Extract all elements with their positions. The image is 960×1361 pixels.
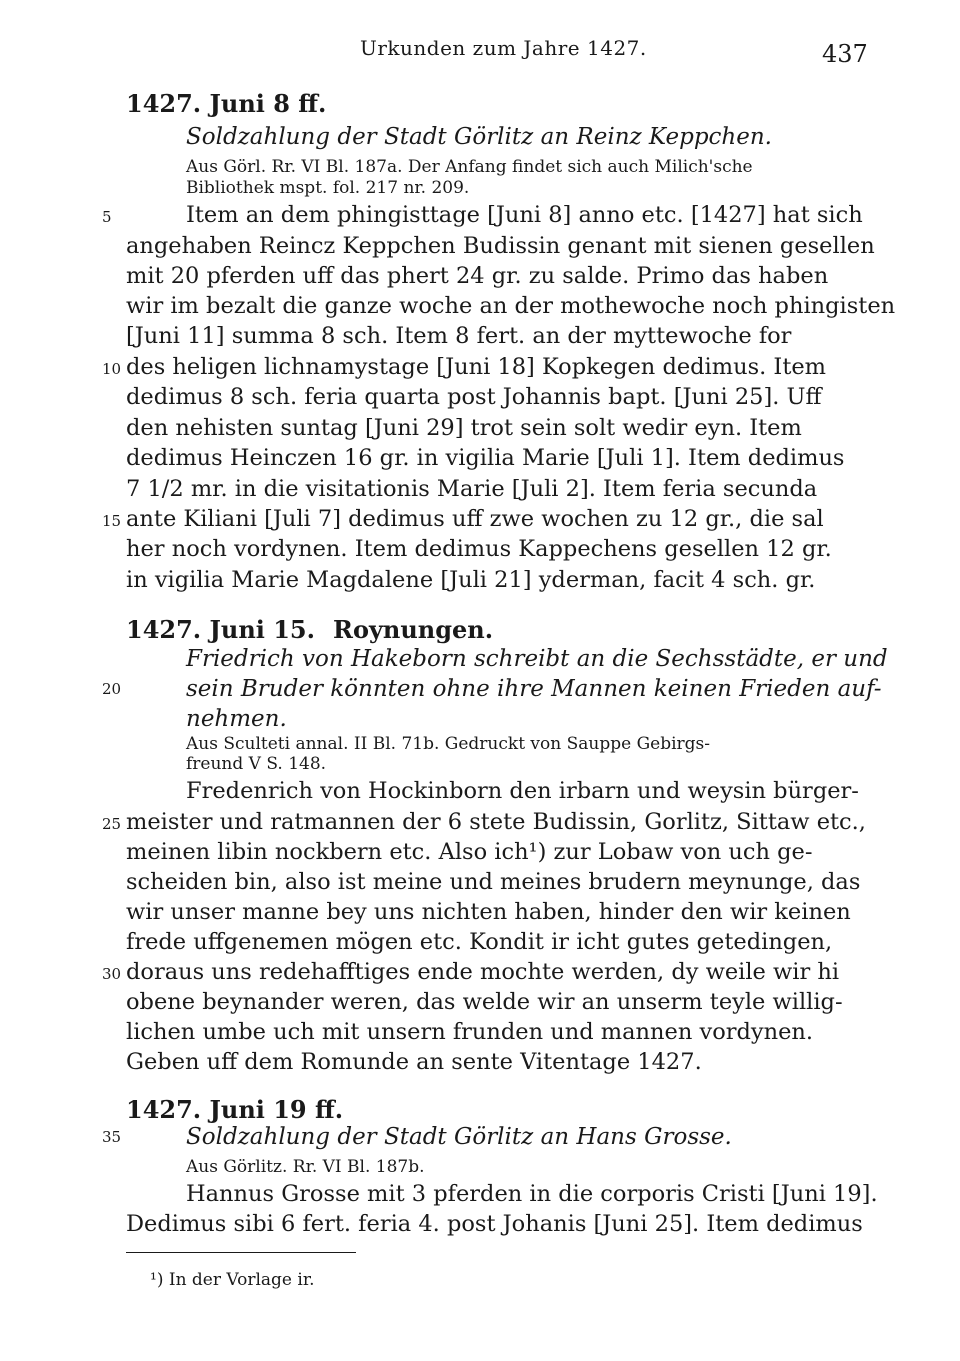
entry-date: 1427. Juni 15.: [126, 615, 315, 644]
page-number: 437: [822, 40, 868, 68]
entry-place: Roynungen.: [333, 615, 494, 644]
footnote-rule: [126, 1252, 356, 1253]
document-page: Urkunden zum Jahre 1427. 437 1427. Juni 8 ff. Soldzahlung der Stadt Görlitz an Reinz Keppchen. Aus Görl. Rr. VI Bl. 187a. Der Anfang findet sich auch Milich'sche Bibliothek mspt. fol. 217 nr. 209. 5 Item an dem phingisttage [Juni 8] anno etc. [1427] hat sich angehaben Reincz Keppchen Budissin genant mit sienen gesellen mit 20 pferden uff das phert 24 gr. zu salde. Primo das haben wir im bezalt die ganze woche an der mothewoche noch phingisten [Juni 11] summa 8 sch. Item 8 fert. an der myttewoche for 10 des heligen lichnamystage [Juni 18] Kopkegen dedimus. Item dedimus 8 sch. feria quarta post Johannis bapt. [Juni 25]. Uff den nehisten suntag [Juni 29] trot sein solt wedir eyn. Item dedimus Heinczen 16 gr. in vigilia Marie [Juli 1]. Item dedimus 7 1/2 mr. in die visitationis Marie [Juli 2]. Item feria secunda 15 ante Kiliani [Juli 7] dedimus uff zwe wochen zu 12 gr., die sal her noch vordynen. Item dedimus Kappechens gesellen 12 gr. in vigilia Marie Magdalene [Juli 21] yderman, facit 4 sch. gr. 1427. Juni 15. Roynungen. Friedrich von Hakeborn schreibt an die Sechsstädte, er und 20 sein Bruder könnten ohne ihre Mannen keinen Frieden auf- nehmen. Aus Sculteti annal. II Bl. 71b. Gedruckt von Sauppe Gebirgs- freund V S. 148. Fredenrich von Hockinborn den irbarn und weysin bürger- 25 meister und ratmannen der 6 stete Budissin, Gorlitz, Sittaw etc., meinen libin nockbern etc. Also ich¹) zur Lobaw von uch ge- scheiden bin, also ist meine und meines brudern meynunge, das wir unser manne bey uns nichten haben, hinder den wir keinen frede uffgenemen mögen etc. Kondit ir icht gutes getedingen, 30 doraus uns redehafftiges ende mochte werden, dy weile wir hi obene beynander weren, das welde wir an unserm teyle willig- lichen umbe uch mit unsern frunden und mannen vordynen. Geben uff dem Romunde an sente Vitentage 1427. 1427. Juni 19 ff. 35 Soldzahlung der Stadt Görlitz an Hans Grosse. Aus Görlitz. Rr. VI Bl. 187b. Hannus Grosse mit 3 pferden in die corporis Cristi [Juni 19]. Dedimus sibi 6 fert. feria 4. post Johanis [Juni 25]. Item dedimus ¹) In der Vorlage ir.: [102, 36, 896, 1290]
line-number: 30: [102, 965, 122, 983]
line-number: 15: [102, 512, 122, 530]
line-number: 10: [102, 360, 122, 378]
running-title: Urkunden zum Jahre 1427.: [360, 36, 647, 60]
line-number: 20: [102, 680, 122, 698]
line-number: 25: [102, 815, 122, 833]
line-number: 5: [102, 208, 112, 226]
entry-date: 1427. Juni 19 ff.: [126, 1095, 344, 1124]
entry-date: 1427. Juni 8 ff.: [126, 89, 327, 118]
line-number: 35: [102, 1128, 122, 1146]
footnote: ¹) In der Vorlage ir.: [150, 1270, 315, 1290]
